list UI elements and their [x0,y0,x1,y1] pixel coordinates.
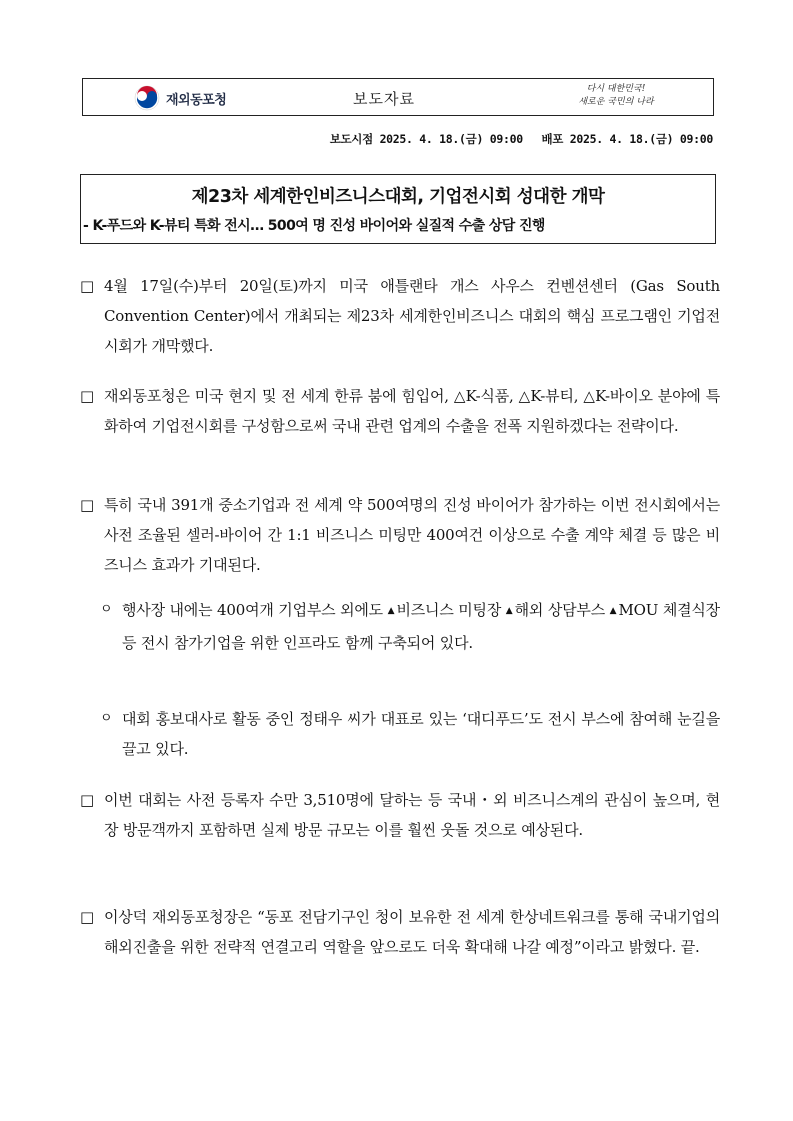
checkbox-bullet: □ [80,277,94,295]
paragraph-5 [80,902,720,962]
paragraph-text: 이번 대회는 사전 등록자 수만 3,510명에 달하는 등 국내・외 비즈니스계의 관심이 높으며, 현장 방문객까지 포함하면 실제 방문 규모는 이를 훨씬 웃돌 것으로 예상된다. [104,791,720,839]
document-type: 보도자료 [353,90,415,108]
paragraph-text: 대회 홍보대사로 활동 중인 정태우 씨가 대표로 있는 ‘대디푸드’도 전시 부스에 참여해 눈길을 끌고 있다. [122,710,720,758]
facility-item-2: 해외 상담부스 [514,601,605,619]
distribution-label: 배포 [541,132,564,146]
facility-intro: 행사장 내에는 400여개 기업부스 외에도 [122,601,383,619]
circle-bullet: ㅇ [100,602,113,617]
checkbox-bullet: □ [80,387,94,405]
release-time-label: 보도시점 [329,132,373,146]
main-title: 제23차 세계한인비즈니스대회, 기업전시회 성대한 개막 [191,187,605,207]
title-box [80,174,716,244]
sub-paragraph-1 [100,595,720,658]
distribution-value: 2025. 4. 18.(금) 09:00 [569,132,713,146]
sub-paragraph-2 [100,704,720,764]
paragraph-text [122,595,720,658]
taegeuk-icon [133,84,161,112]
triangle-icon: ▲ [505,606,513,616]
paragraph-text: 4월 17일(수)부터 20일(토)까지 미국 애틀랜타 개스 사우스 컨벤션센터 (Gas South Convention Center)에서 개최되는 제23차 세계한인비즈니스 대회의 핵심 프로그램인 기업전시회가 개막했다. [104,277,720,355]
paragraph-text: 이상덕 재외동포청장은 “동포 전담기구인 청이 보유한 전 세계 한상네트워크를 통해 국내기업의 해외진출을 위한 전략적 연결고리 역할을 앞으로도 더욱 확대해 나갈 예정”이라고 밝혔다. 끝. [104,908,720,956]
slogan-line-2: 새로운 국민의 나라 [578,97,654,107]
paragraph-4 [80,785,720,845]
facility-item-1: 비즈니스 미팅장 [396,601,502,619]
triangle-icon: ▲ [387,606,395,616]
release-time-value: 2025. 4. 18.(금) 09:00 [379,132,523,146]
checkbox-bullet: □ [80,791,94,809]
paragraph-1 [80,271,720,361]
paragraph-2 [80,381,720,441]
slogan [561,83,671,109]
paragraph-text: 재외동포청은 미국 현지 및 전 세계 한류 붐에 힘입어, △K-식품, △K-뷰티, △K-바이오 분야에 특화하여 기업전시회를 구성함으로써 국내 관련 업계의 수출을 전폭 지원하겠다는 전략이다. [104,387,720,435]
paragraph-text: 특히 국내 391개 중소기업과 전 세계 약 500여명의 진성 바이어가 참가하는 이번 전시회에서는 사전 조율된 셀러-바이어 간 1:1 비즈니스 미팅만 400여건 이상으로 수출 계약 체결 등 많은 비즈니스 효과가 기대된다. [104,496,720,574]
agency-name: 재외동포청 [166,92,227,108]
paragraph-3 [80,490,720,580]
checkbox-bullet: □ [80,496,94,514]
triangle-icon: ▲ [609,606,617,616]
sub-title: - K-푸드와 K-뷰티 특화 전시… 500여 명 진성 바이어와 실질적 수출 상담 진행 [83,218,545,234]
header-box [82,78,714,116]
release-info [330,131,713,147]
circle-bullet: ㅇ [100,711,113,726]
facility-item-3: MOU 체결식장 등 전시 참가기업을 위한 인프라도 함께 구축되어 있다. [122,601,720,652]
agency-logo [133,85,226,111]
checkbox-bullet: □ [80,908,94,926]
slogan-line-1: 다시 대한민국! [586,84,646,94]
